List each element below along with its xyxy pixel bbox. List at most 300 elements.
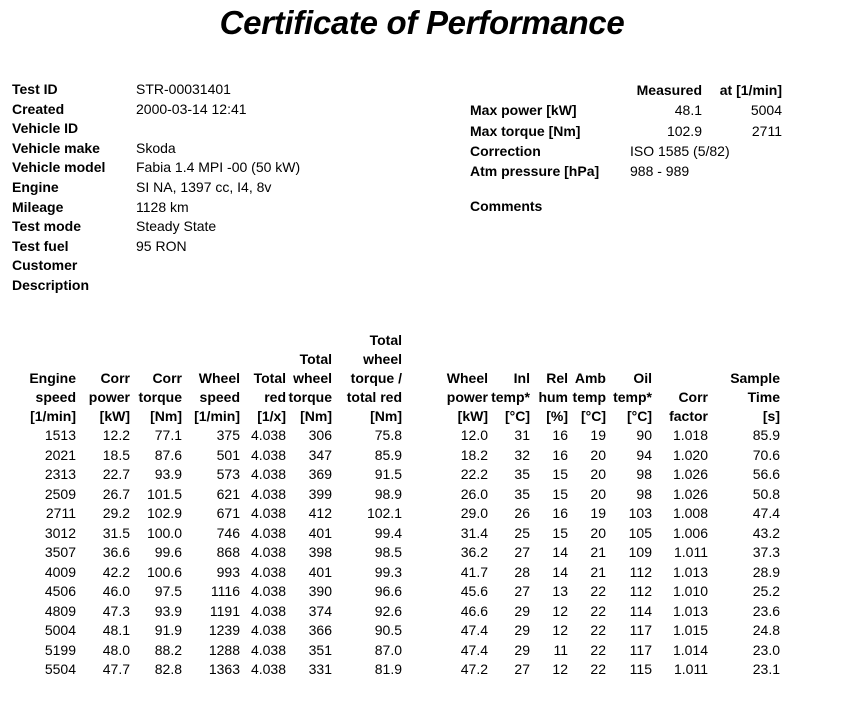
table-cell: 82.8	[154, 661, 182, 677]
column-header-line: total red	[346, 389, 402, 405]
column-header-line: torque	[138, 389, 182, 405]
table-cell: 27	[514, 661, 530, 677]
table-cell: 671	[216, 505, 240, 521]
table-cell: 70.6	[752, 446, 780, 463]
column-header-line: [kW]	[457, 408, 488, 424]
table-cell: 2509	[44, 485, 76, 502]
column-header	[76, 331, 130, 426]
info-label: Vehicle model	[12, 159, 106, 176]
table-cell: 4.038	[250, 641, 286, 658]
info-row	[12, 100, 300, 120]
table-cell: 5504	[44, 661, 76, 677]
measured-header	[470, 80, 790, 100]
table-cell: 19	[590, 505, 606, 521]
table-cell: 1.013	[672, 602, 708, 619]
table-cell: 112	[629, 583, 652, 599]
table-cell: 1288	[208, 641, 240, 658]
max-power-label: Max power [kW]	[470, 102, 577, 119]
table-cell: 112	[629, 563, 652, 580]
table-cell: 19	[590, 427, 606, 443]
table-cell: 4.038	[250, 446, 286, 463]
table-cell: 4.038	[250, 602, 286, 619]
test-info-right	[470, 80, 790, 217]
column-header-line: torque /	[350, 370, 402, 386]
column-header-line: Time	[747, 389, 780, 405]
table-cell: 21	[590, 544, 606, 560]
column-header-line: [1/min]	[194, 408, 240, 424]
column-header	[130, 331, 182, 426]
table-cell: 25	[514, 524, 530, 541]
table-cell: 26.7	[102, 485, 130, 502]
column-header	[332, 331, 402, 426]
table-row	[18, 563, 780, 583]
table-cell: 1.011	[674, 661, 708, 677]
table-cell: 1.020	[672, 446, 708, 463]
table-cell: 21	[590, 563, 606, 580]
table-row	[18, 543, 780, 563]
table-row	[18, 504, 780, 524]
table-cell: 16	[552, 446, 568, 463]
table-cell: 92.6	[374, 602, 402, 619]
table-cell: 20	[590, 524, 606, 541]
table-cell: 746	[216, 524, 240, 541]
table-row	[18, 446, 780, 466]
table-cell: 1.013	[672, 563, 708, 580]
table-cell: 868	[216, 544, 240, 560]
column-header-line: Corr	[678, 389, 708, 405]
info-value: 1128 km	[136, 198, 189, 215]
table-cell: 4.038	[250, 544, 286, 560]
table-cell: 1.015	[672, 622, 708, 638]
table-cell: 14	[552, 563, 568, 580]
table-cell: 88.2	[154, 641, 182, 658]
info-label: Engine	[12, 178, 59, 195]
column-header-line: [Nm]	[150, 408, 182, 424]
table-cell: 369	[308, 466, 332, 482]
table-cell: 399	[308, 485, 332, 502]
column-header	[240, 331, 286, 426]
table-cell: 77.1	[154, 427, 182, 443]
table-cell: 501	[216, 446, 240, 463]
column-header	[488, 331, 530, 426]
table-cell: 29	[514, 602, 530, 619]
table-cell: 12.0	[460, 427, 488, 443]
column-header-line: torque	[288, 389, 332, 405]
table-cell: 93.9	[154, 466, 182, 482]
table-cell: 98.9	[374, 485, 402, 502]
table-cell: 31.4	[460, 524, 488, 541]
table-cell: 31	[514, 427, 530, 443]
table-cell: 20	[590, 446, 606, 463]
column-header-line: Wheel	[198, 370, 240, 386]
table-cell: 2021	[44, 446, 76, 463]
table-cell: 14	[552, 544, 568, 560]
table-cell: 2313	[44, 466, 76, 482]
info-row	[12, 276, 300, 296]
table-cell: 36.6	[102, 544, 130, 560]
table-cell: 93.9	[154, 602, 182, 619]
table-cell: 32	[514, 446, 530, 463]
info-value: 95 RON	[136, 237, 187, 254]
column-header-line: power	[88, 389, 130, 405]
table-cell: 48.0	[102, 641, 130, 658]
table-cell: 105	[628, 524, 652, 541]
table-row	[18, 524, 780, 544]
performance-table	[18, 331, 780, 680]
table-cell: 45.6	[460, 583, 488, 599]
table-cell: 1363	[208, 661, 240, 677]
column-header-line: [%]	[546, 408, 568, 424]
info-row	[12, 139, 300, 159]
table-cell: 102.9	[146, 505, 182, 521]
table-cell: 22	[590, 622, 606, 638]
table-cell: 2711	[45, 505, 76, 521]
table-cell: 100.6	[146, 563, 182, 580]
correction-value: ISO 1585 (5/82)	[630, 142, 730, 159]
table-cell: 366	[308, 622, 332, 638]
table-cell: 46.0	[102, 583, 130, 599]
info-row	[12, 198, 300, 218]
column-header-line: Oil	[633, 370, 652, 386]
table-cell: 22	[590, 602, 606, 619]
table-cell: 4.038	[250, 524, 286, 541]
max-torque-rpm: 2711	[751, 122, 782, 139]
table-cell: 23.1	[752, 661, 780, 677]
column-header-line: speed	[199, 389, 240, 405]
table-cell: 90	[636, 427, 652, 443]
table-cell: 412	[308, 505, 332, 521]
max-torque-label: Max torque [Nm]	[470, 122, 581, 139]
table-cell: 16	[552, 505, 568, 521]
table-cell: 25.2	[752, 583, 780, 599]
table-cell: 101.5	[146, 485, 182, 502]
table-cell: 331	[308, 661, 332, 677]
table-cell: 85.9	[374, 446, 402, 463]
table-cell: 18.2	[460, 446, 488, 463]
table-cell: 102.1	[366, 505, 402, 521]
table-cell: 98.5	[374, 544, 402, 560]
max-power-rpm: 5004	[750, 102, 782, 119]
table-cell: 20	[590, 485, 606, 502]
table-cell: 5004	[44, 622, 76, 638]
table-cell: 22.2	[460, 466, 488, 482]
table-cell: 13	[552, 583, 568, 599]
table-cell: 1.026	[672, 466, 708, 482]
column-header-line: Inl	[513, 370, 530, 386]
column-header-line: Total	[299, 351, 332, 367]
table-cell: 29.2	[102, 505, 130, 521]
column-header-line: temp	[572, 389, 606, 405]
info-row	[12, 158, 300, 178]
info-label: Vehicle ID	[12, 120, 79, 137]
column-header-line: Rel	[546, 370, 568, 386]
table-cell: 621	[216, 485, 240, 502]
table-cell: 374	[308, 602, 332, 619]
column-header	[708, 331, 780, 426]
table-cell: 47.2	[460, 661, 488, 677]
table-cell: 41.7	[460, 563, 488, 580]
table-cell: 87.6	[154, 446, 182, 463]
table-cell: 12	[552, 622, 568, 638]
table-cell: 100.0	[146, 524, 182, 541]
table-cell: 1.008	[672, 505, 708, 521]
table-cell: 12	[552, 602, 568, 619]
table-header-row	[18, 331, 780, 426]
table-cell: 23.6	[752, 602, 780, 619]
table-cell: 91.9	[154, 622, 182, 638]
table-cell: 22.7	[102, 466, 130, 482]
column-header-line: [Nm]	[370, 408, 402, 424]
info-value: Steady State	[136, 218, 217, 235]
table-row	[18, 641, 780, 661]
table-cell: 1.006	[672, 524, 708, 541]
table-cell: 4.038	[250, 485, 286, 502]
table-cell: 3507	[44, 544, 76, 560]
column-header-line: temp*	[613, 389, 652, 405]
info-label: Created	[12, 100, 65, 117]
info-label: Test fuel	[12, 237, 69, 254]
column-header-line: hum	[538, 389, 568, 405]
table-cell: 56.6	[752, 466, 780, 482]
table-cell: 47.7	[102, 661, 130, 677]
table-cell: 47.4	[460, 641, 488, 658]
info-label: Mileage	[12, 198, 64, 215]
column-header	[652, 331, 708, 426]
column-header-line: Engine	[29, 370, 76, 386]
table-cell: 35	[514, 485, 530, 502]
table-cell: 4.038	[250, 427, 286, 443]
table-cell: 114	[629, 602, 652, 619]
table-cell: 15	[552, 485, 568, 502]
max-torque-value: 102.9	[666, 122, 702, 139]
table-row	[18, 602, 780, 622]
column-header	[606, 331, 652, 426]
table-cell: 98	[636, 466, 652, 482]
table-cell: 28.9	[752, 563, 780, 580]
table-cell: 390	[308, 583, 332, 599]
info-label: Vehicle make	[12, 139, 100, 156]
info-row	[12, 80, 300, 100]
table-cell: 28	[514, 563, 530, 580]
table-cell: 47.4	[752, 505, 780, 521]
column-header-line: [°C]	[626, 408, 652, 424]
column-header-line: factor	[669, 408, 708, 424]
table-cell: 306	[308, 427, 332, 443]
column-header-line: temp*	[491, 389, 530, 405]
info-row	[12, 178, 300, 198]
table-cell: 23.0	[752, 641, 780, 658]
table-cell: 22	[590, 661, 606, 677]
column-header-line: wheel	[293, 370, 332, 386]
table-cell: 5199	[44, 641, 76, 658]
info-value: SI NA, 1397 cc, I4, 8v	[136, 178, 272, 195]
max-torque-row	[470, 121, 790, 141]
table-cell: 12.2	[102, 427, 130, 443]
table-cell: 4809	[44, 602, 76, 619]
column-header-line: Sample	[730, 370, 780, 386]
table-cell: 109	[628, 544, 652, 560]
table-row	[18, 582, 780, 602]
info-row	[12, 237, 300, 257]
table-cell: 26	[514, 505, 530, 521]
info-row	[12, 217, 300, 237]
column-header	[18, 331, 76, 426]
max-power-value: 48.1	[674, 102, 702, 119]
table-cell: 94	[636, 446, 652, 463]
column-header-line: Corr	[100, 370, 130, 386]
table-cell: 36.2	[460, 544, 488, 560]
table-row	[18, 426, 780, 446]
table-cell: 4.038	[250, 661, 286, 677]
table-cell: 11	[553, 641, 568, 658]
table-cell: 91.5	[374, 466, 402, 482]
table-cell: 1.011	[674, 544, 708, 560]
column-header	[182, 331, 240, 426]
table-cell: 12	[552, 661, 568, 677]
column-header-line: [1/min]	[30, 408, 76, 424]
table-cell: 117	[629, 641, 652, 658]
info-label: Test mode	[12, 218, 81, 235]
column-header-line: wheel	[363, 351, 402, 367]
table-cell: 96.6	[374, 583, 402, 599]
column-header-line: [s]	[762, 408, 780, 424]
column-header-line: [Nm]	[300, 408, 332, 424]
table-cell: 4.038	[250, 583, 286, 599]
info-label: Customer	[12, 257, 78, 274]
table-cell: 115	[629, 661, 652, 677]
table-cell: 1.010	[672, 583, 708, 599]
table-cell: 3012	[44, 524, 76, 541]
info-row	[12, 256, 300, 276]
table-body	[18, 426, 780, 680]
table-cell: 401	[308, 524, 332, 541]
comments-label: Comments	[470, 198, 543, 215]
table-cell: 29	[514, 641, 530, 658]
table-cell: 35	[514, 466, 530, 482]
column-header-line: Corr	[152, 370, 182, 386]
table-cell: 98	[636, 485, 652, 502]
table-cell: 42.2	[102, 563, 130, 580]
table-cell: 27	[514, 583, 530, 599]
column-header-line: Total	[369, 332, 402, 348]
table-cell: 4009	[44, 563, 76, 580]
column-header	[286, 331, 332, 426]
table-row	[18, 485, 780, 505]
table-cell: 347	[308, 446, 332, 463]
table-cell: 18.5	[102, 446, 130, 463]
table-cell: 1191	[209, 602, 240, 619]
table-cell: 1.018	[672, 427, 708, 443]
table-cell: 22	[590, 583, 606, 599]
table-cell: 1513	[44, 427, 76, 443]
table-cell: 24.8	[752, 622, 780, 638]
table-cell: 993	[216, 563, 240, 580]
table-cell: 20	[590, 466, 606, 482]
info-label: Description	[12, 276, 90, 293]
table-cell: 15	[552, 466, 568, 482]
table-cell: 90.5	[374, 622, 402, 638]
table-cell: 75.8	[374, 427, 402, 443]
table-cell: 4.038	[250, 466, 286, 482]
at-rpm-header-label: at [1/min]	[719, 82, 782, 98]
table-cell: 573	[216, 466, 240, 482]
table-cell: 43.2	[752, 524, 780, 541]
info-row	[12, 119, 300, 139]
table-cell: 351	[308, 641, 332, 658]
column-header-line: red	[264, 389, 286, 405]
table-cell: 46.6	[460, 602, 488, 619]
table-cell: 4.038	[250, 622, 286, 638]
atm-pressure-label: Atm pressure [hPa]	[470, 163, 600, 180]
column-header-line: power	[446, 389, 488, 405]
table-row	[18, 660, 780, 680]
table-cell: 27	[514, 544, 530, 560]
table-cell: 48.1	[102, 622, 130, 638]
info-value: 2000-03-14 12:41	[136, 100, 247, 117]
max-power-row	[470, 100, 790, 120]
table-cell: 117	[629, 622, 652, 638]
correction-row	[470, 141, 790, 161]
column-header-line: Amb	[574, 370, 606, 386]
table-cell: 1.014	[672, 641, 708, 658]
table-cell: 4.038	[250, 505, 286, 521]
table-row	[18, 621, 780, 641]
table-cell: 29.0	[460, 505, 488, 521]
measured-header-label: Measured	[636, 82, 702, 98]
table-cell: 4.038	[250, 563, 286, 580]
table-cell: 47.3	[102, 602, 130, 619]
column-header-line: [1/x]	[257, 408, 286, 424]
test-info-left	[12, 80, 300, 296]
table-cell: 4506	[44, 583, 76, 599]
table-cell: 16	[552, 427, 568, 443]
column-header-line: Wheel	[446, 370, 488, 386]
table-cell: 97.5	[154, 583, 182, 599]
table-cell: 375	[216, 427, 240, 443]
column-header-line: Total	[253, 370, 286, 386]
table-cell: 26.0	[460, 485, 488, 502]
table-cell: 85.9	[752, 427, 780, 443]
table-cell: 22	[590, 641, 606, 658]
atm-pressure-value: 988 - 989	[630, 163, 690, 180]
column-header	[530, 331, 568, 426]
table-cell: 81.9	[374, 661, 402, 677]
table-cell: 99.4	[374, 524, 402, 541]
table-cell: 47.4	[460, 622, 488, 638]
column-header-line: speed	[35, 389, 76, 405]
table-cell: 50.8	[752, 485, 780, 502]
column-header-line: [°C]	[580, 408, 606, 424]
info-label: Test ID	[12, 81, 58, 97]
correction-label: Correction	[470, 142, 541, 159]
info-value: Fabia 1.4 MPI -00 (50 kW)	[136, 159, 301, 176]
column-header	[568, 331, 606, 426]
table-cell: 398	[308, 544, 332, 560]
table-cell: 1116	[210, 583, 240, 599]
table-cell: 99.3	[374, 563, 402, 580]
column-header	[402, 331, 488, 426]
info-value: Skoda	[136, 139, 176, 156]
table-cell: 15	[552, 524, 568, 541]
table-cell: 401	[308, 563, 332, 580]
column-header-line: [kW]	[99, 408, 130, 424]
atm-pressure-row	[470, 161, 790, 181]
table-row	[18, 465, 780, 485]
table-cell: 29	[514, 622, 530, 638]
table-cell: 1.026	[672, 485, 708, 502]
table-cell: 1239	[208, 622, 240, 638]
table-cell: 99.6	[154, 544, 182, 560]
